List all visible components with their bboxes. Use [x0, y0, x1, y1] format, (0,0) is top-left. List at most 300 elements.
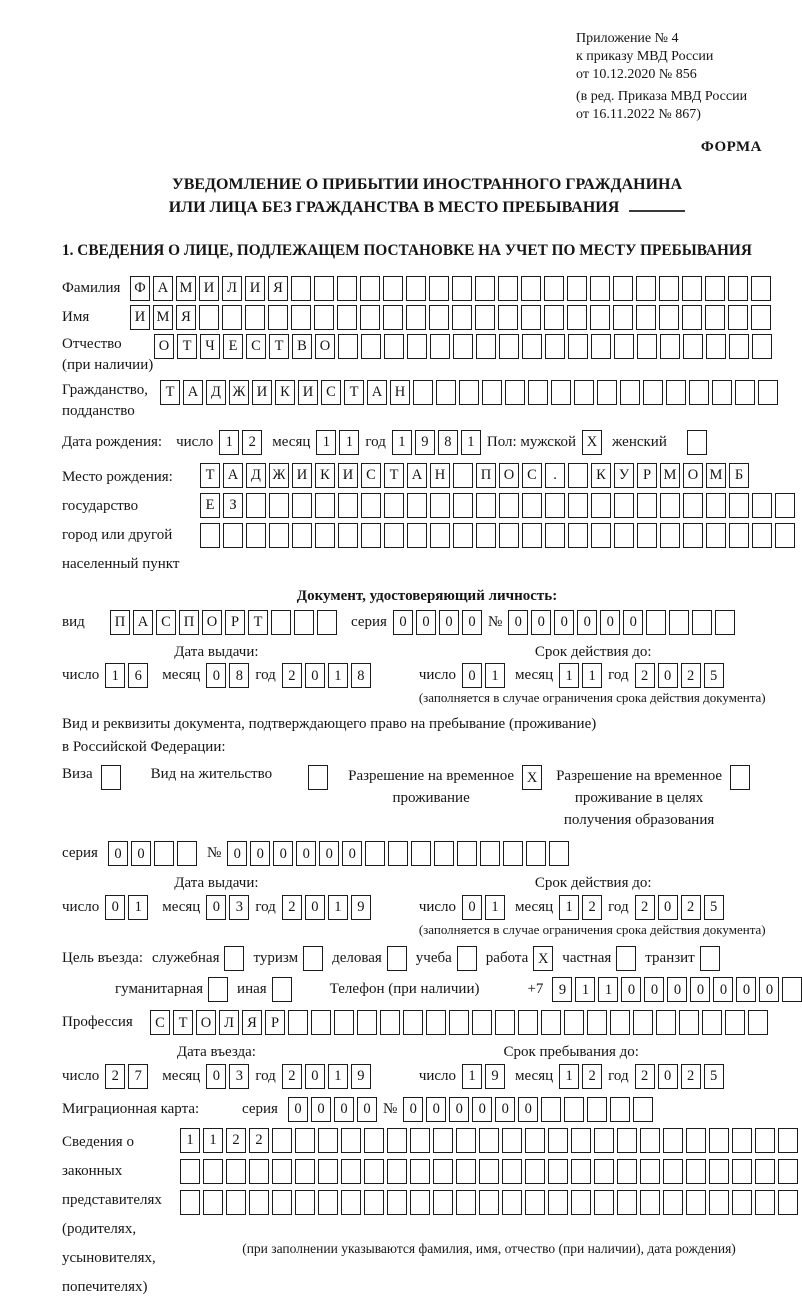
- char-cell[interactable]: [406, 305, 426, 330]
- char-cell[interactable]: [729, 334, 749, 359]
- char-cell[interactable]: [384, 523, 404, 548]
- char-cell[interactable]: 0: [644, 977, 664, 1002]
- char-cell[interactable]: 0: [416, 610, 436, 635]
- char-cell[interactable]: [715, 610, 735, 635]
- char-cell[interactable]: [314, 305, 334, 330]
- char-cell[interactable]: 2: [681, 1064, 701, 1089]
- char-cell[interactable]: 1: [180, 1128, 200, 1153]
- char-cell[interactable]: [656, 1010, 676, 1035]
- char-cell[interactable]: [594, 1190, 614, 1215]
- char-cell[interactable]: [317, 610, 337, 635]
- char-cell[interactable]: [729, 523, 749, 548]
- char-cell[interactable]: 0: [518, 1097, 538, 1122]
- char-cell[interactable]: А: [407, 463, 427, 488]
- char-cell[interactable]: [735, 380, 755, 405]
- char-cell[interactable]: [249, 1159, 269, 1184]
- char-cell[interactable]: [551, 380, 571, 405]
- char-cell[interactable]: [457, 841, 477, 866]
- char-cell[interactable]: [341, 1190, 361, 1215]
- char-cell[interactable]: 1: [105, 663, 125, 688]
- char-cell[interactable]: 0: [311, 1097, 331, 1122]
- char-cell[interactable]: [522, 523, 542, 548]
- char-cell[interactable]: [528, 380, 548, 405]
- char-cell[interactable]: [269, 493, 289, 518]
- char-cell[interactable]: И: [298, 380, 318, 405]
- char-cell[interactable]: [518, 1010, 538, 1035]
- char-cell[interactable]: 7: [128, 1064, 148, 1089]
- char-cell[interactable]: [617, 1190, 637, 1215]
- char-cell[interactable]: [383, 305, 403, 330]
- char-cell[interactable]: [499, 334, 519, 359]
- char-cell[interactable]: 0: [288, 1097, 308, 1122]
- char-cell[interactable]: [226, 1159, 246, 1184]
- char-cell[interactable]: [292, 493, 312, 518]
- char-cell[interactable]: [525, 1128, 545, 1153]
- char-cell[interactable]: [406, 276, 426, 301]
- char-cell[interactable]: [778, 1128, 798, 1153]
- char-cell[interactable]: [564, 1097, 584, 1122]
- char-cell[interactable]: [295, 1190, 315, 1215]
- char-cell[interactable]: [453, 334, 473, 359]
- char-cell[interactable]: 5: [704, 895, 724, 920]
- char-cell[interactable]: 2: [635, 1064, 655, 1089]
- char-cell[interactable]: Н: [390, 380, 410, 405]
- char-cell[interactable]: [407, 493, 427, 518]
- char-cell[interactable]: [294, 610, 314, 635]
- char-cell[interactable]: [755, 1159, 775, 1184]
- char-cell[interactable]: 1: [598, 977, 618, 1002]
- char-cell[interactable]: [453, 493, 473, 518]
- char-cell[interactable]: [360, 276, 380, 301]
- char-cell[interactable]: 2: [681, 895, 701, 920]
- char-cell[interactable]: 9: [351, 895, 371, 920]
- char-cell[interactable]: О: [196, 1010, 216, 1035]
- char-cell[interactable]: Л: [222, 276, 242, 301]
- char-cell[interactable]: 0: [531, 610, 551, 635]
- char-cell[interactable]: К: [275, 380, 295, 405]
- char-cell[interactable]: [479, 1128, 499, 1153]
- char-cell[interactable]: И: [245, 276, 265, 301]
- char-cell[interactable]: Ж: [229, 380, 249, 405]
- char-cell[interactable]: С: [522, 463, 542, 488]
- char-cell[interactable]: [568, 493, 588, 518]
- char-cell[interactable]: [223, 523, 243, 548]
- char-cell[interactable]: 0: [131, 841, 151, 866]
- char-cell[interactable]: 5: [704, 1064, 724, 1089]
- char-cell[interactable]: X: [582, 430, 602, 455]
- char-cell[interactable]: [222, 305, 242, 330]
- char-cell[interactable]: 1: [582, 663, 602, 688]
- char-cell[interactable]: [288, 1010, 308, 1035]
- char-cell[interactable]: [224, 946, 244, 971]
- char-cell[interactable]: [341, 1159, 361, 1184]
- char-cell[interactable]: [387, 1190, 407, 1215]
- char-cell[interactable]: [700, 946, 720, 971]
- char-cell[interactable]: [482, 380, 502, 405]
- char-cell[interactable]: [436, 380, 456, 405]
- char-cell[interactable]: 0: [357, 1097, 377, 1122]
- char-cell[interactable]: 0: [393, 610, 413, 635]
- char-cell[interactable]: [410, 1190, 430, 1215]
- char-cell[interactable]: 2: [282, 663, 302, 688]
- char-cell[interactable]: [208, 977, 228, 1002]
- char-cell[interactable]: 0: [658, 663, 678, 688]
- char-cell[interactable]: М: [706, 463, 726, 488]
- char-cell[interactable]: Д: [246, 463, 266, 488]
- char-cell[interactable]: [617, 1159, 637, 1184]
- char-cell[interactable]: [101, 765, 121, 790]
- char-cell[interactable]: 0: [600, 610, 620, 635]
- char-cell[interactable]: 8: [229, 663, 249, 688]
- char-cell[interactable]: [154, 841, 174, 866]
- char-cell[interactable]: [660, 334, 680, 359]
- char-cell[interactable]: [502, 1159, 522, 1184]
- char-cell[interactable]: М: [660, 463, 680, 488]
- char-cell[interactable]: [728, 305, 748, 330]
- char-cell[interactable]: [434, 841, 454, 866]
- char-cell[interactable]: [457, 946, 477, 971]
- char-cell[interactable]: Л: [219, 1010, 239, 1035]
- char-cell[interactable]: О: [202, 610, 222, 635]
- char-cell[interactable]: [272, 977, 292, 1002]
- char-cell[interactable]: [633, 1097, 653, 1122]
- char-cell[interactable]: [246, 523, 266, 548]
- char-cell[interactable]: [637, 523, 657, 548]
- char-cell[interactable]: С: [150, 1010, 170, 1035]
- char-cell[interactable]: П: [476, 463, 496, 488]
- char-cell[interactable]: [646, 610, 666, 635]
- char-cell[interactable]: [544, 276, 564, 301]
- char-cell[interactable]: [705, 276, 725, 301]
- char-cell[interactable]: [751, 305, 771, 330]
- char-cell[interactable]: [499, 493, 519, 518]
- char-cell[interactable]: Т: [269, 334, 289, 359]
- char-cell[interactable]: [568, 334, 588, 359]
- char-cell[interactable]: 9: [351, 1064, 371, 1089]
- char-cell[interactable]: [430, 523, 450, 548]
- char-cell[interactable]: П: [179, 610, 199, 635]
- char-cell[interactable]: К: [315, 463, 335, 488]
- char-cell[interactable]: 1: [559, 1064, 579, 1089]
- char-cell[interactable]: 0: [403, 1097, 423, 1122]
- char-cell[interactable]: 1: [316, 430, 336, 455]
- char-cell[interactable]: [246, 493, 266, 518]
- char-cell[interactable]: [633, 1010, 653, 1035]
- char-cell[interactable]: 0: [342, 841, 362, 866]
- char-cell[interactable]: [295, 1159, 315, 1184]
- char-cell[interactable]: [692, 610, 712, 635]
- char-cell[interactable]: [568, 463, 588, 488]
- char-cell[interactable]: [338, 493, 358, 518]
- char-cell[interactable]: [778, 1190, 798, 1215]
- char-cell[interactable]: [574, 380, 594, 405]
- char-cell[interactable]: Д: [206, 380, 226, 405]
- char-cell[interactable]: 9: [552, 977, 572, 1002]
- char-cell[interactable]: [591, 493, 611, 518]
- char-cell[interactable]: 0: [305, 895, 325, 920]
- char-cell[interactable]: [475, 276, 495, 301]
- char-cell[interactable]: [429, 276, 449, 301]
- char-cell[interactable]: 0: [462, 663, 482, 688]
- char-cell[interactable]: [407, 523, 427, 548]
- char-cell[interactable]: 0: [319, 841, 339, 866]
- char-cell[interactable]: С: [361, 463, 381, 488]
- char-cell[interactable]: [271, 610, 291, 635]
- char-cell[interactable]: 9: [485, 1064, 505, 1089]
- char-cell[interactable]: [498, 276, 518, 301]
- char-cell[interactable]: [594, 1128, 614, 1153]
- char-cell[interactable]: [709, 1159, 729, 1184]
- char-cell[interactable]: [702, 1010, 722, 1035]
- char-cell[interactable]: [683, 493, 703, 518]
- char-cell[interactable]: X: [522, 765, 542, 790]
- char-cell[interactable]: Т: [344, 380, 364, 405]
- char-cell[interactable]: [613, 276, 633, 301]
- char-cell[interactable]: [452, 276, 472, 301]
- char-cell[interactable]: [571, 1190, 591, 1215]
- char-cell[interactable]: 0: [667, 977, 687, 1002]
- char-cell[interactable]: 1: [461, 430, 481, 455]
- char-cell[interactable]: [541, 1097, 561, 1122]
- char-cell[interactable]: 0: [108, 841, 128, 866]
- char-cell[interactable]: [590, 276, 610, 301]
- char-cell[interactable]: [180, 1159, 200, 1184]
- char-cell[interactable]: [203, 1190, 223, 1215]
- char-cell[interactable]: А: [223, 463, 243, 488]
- char-cell[interactable]: [666, 380, 686, 405]
- char-cell[interactable]: [659, 276, 679, 301]
- char-cell[interactable]: [503, 841, 523, 866]
- char-cell[interactable]: [640, 1128, 660, 1153]
- char-cell[interactable]: 1: [203, 1128, 223, 1153]
- char-cell[interactable]: [568, 523, 588, 548]
- char-cell[interactable]: Т: [173, 1010, 193, 1035]
- char-cell[interactable]: [640, 1159, 660, 1184]
- char-cell[interactable]: [365, 841, 385, 866]
- char-cell[interactable]: [683, 334, 703, 359]
- char-cell[interactable]: М: [153, 305, 173, 330]
- char-cell[interactable]: 0: [623, 610, 643, 635]
- char-cell[interactable]: М: [176, 276, 196, 301]
- char-cell[interactable]: 8: [351, 663, 371, 688]
- char-cell[interactable]: [269, 523, 289, 548]
- char-cell[interactable]: 2: [282, 895, 302, 920]
- char-cell[interactable]: X: [533, 946, 553, 971]
- char-cell[interactable]: Т: [248, 610, 268, 635]
- char-cell[interactable]: [587, 1010, 607, 1035]
- char-cell[interactable]: 1: [575, 977, 595, 1002]
- char-cell[interactable]: Я: [268, 276, 288, 301]
- char-cell[interactable]: 2: [105, 1064, 125, 1089]
- char-cell[interactable]: [548, 1128, 568, 1153]
- char-cell[interactable]: О: [315, 334, 335, 359]
- char-cell[interactable]: 1: [128, 895, 148, 920]
- char-cell[interactable]: [725, 1010, 745, 1035]
- char-cell[interactable]: Т: [160, 380, 180, 405]
- char-cell[interactable]: [616, 946, 636, 971]
- char-cell[interactable]: 0: [658, 895, 678, 920]
- char-cell[interactable]: [364, 1128, 384, 1153]
- char-cell[interactable]: [291, 276, 311, 301]
- char-cell[interactable]: 0: [439, 610, 459, 635]
- char-cell[interactable]: И: [130, 305, 150, 330]
- char-cell[interactable]: Р: [265, 1010, 285, 1035]
- char-cell[interactable]: [620, 380, 640, 405]
- char-cell[interactable]: [522, 493, 542, 518]
- char-cell[interactable]: А: [183, 380, 203, 405]
- char-cell[interactable]: [292, 523, 312, 548]
- char-cell[interactable]: [303, 946, 323, 971]
- char-cell[interactable]: [177, 841, 197, 866]
- char-cell[interactable]: [755, 1128, 775, 1153]
- char-cell[interactable]: [433, 1159, 453, 1184]
- char-cell[interactable]: [410, 1159, 430, 1184]
- char-cell[interactable]: [643, 380, 663, 405]
- char-cell[interactable]: [706, 334, 726, 359]
- char-cell[interactable]: [521, 276, 541, 301]
- char-cell[interactable]: [338, 523, 358, 548]
- char-cell[interactable]: [268, 305, 288, 330]
- char-cell[interactable]: 0: [250, 841, 270, 866]
- char-cell[interactable]: [308, 765, 328, 790]
- char-cell[interactable]: Т: [384, 463, 404, 488]
- char-cell[interactable]: [318, 1159, 338, 1184]
- char-cell[interactable]: 1: [559, 663, 579, 688]
- char-cell[interactable]: [748, 1010, 768, 1035]
- char-cell[interactable]: Б: [729, 463, 749, 488]
- char-cell[interactable]: [663, 1128, 683, 1153]
- char-cell[interactable]: [521, 305, 541, 330]
- char-cell[interactable]: [479, 1159, 499, 1184]
- char-cell[interactable]: [364, 1159, 384, 1184]
- char-cell[interactable]: [449, 1010, 469, 1035]
- char-cell[interactable]: [544, 305, 564, 330]
- char-cell[interactable]: 3: [229, 895, 249, 920]
- char-cell[interactable]: [411, 841, 431, 866]
- char-cell[interactable]: [499, 523, 519, 548]
- char-cell[interactable]: [387, 946, 407, 971]
- char-cell[interactable]: 1: [219, 430, 239, 455]
- char-cell[interactable]: Е: [200, 493, 220, 518]
- char-cell[interactable]: [526, 841, 546, 866]
- char-cell[interactable]: 1: [559, 895, 579, 920]
- char-cell[interactable]: [410, 1128, 430, 1153]
- char-cell[interactable]: 1: [485, 663, 505, 688]
- char-cell[interactable]: [311, 1010, 331, 1035]
- char-cell[interactable]: [709, 1190, 729, 1215]
- char-cell[interactable]: [778, 1159, 798, 1184]
- char-cell[interactable]: 1: [328, 1064, 348, 1089]
- char-cell[interactable]: [472, 1010, 492, 1035]
- char-cell[interactable]: [433, 1190, 453, 1215]
- char-cell[interactable]: [591, 523, 611, 548]
- char-cell[interactable]: [245, 305, 265, 330]
- char-cell[interactable]: [272, 1190, 292, 1215]
- char-cell[interactable]: [659, 305, 679, 330]
- char-cell[interactable]: [732, 1128, 752, 1153]
- char-cell[interactable]: [545, 493, 565, 518]
- char-cell[interactable]: [180, 1190, 200, 1215]
- char-cell[interactable]: [752, 334, 772, 359]
- char-cell[interactable]: [614, 493, 634, 518]
- char-cell[interactable]: Я: [176, 305, 196, 330]
- char-cell[interactable]: [660, 493, 680, 518]
- char-cell[interactable]: [610, 1097, 630, 1122]
- char-cell[interactable]: Р: [225, 610, 245, 635]
- char-cell[interactable]: [357, 1010, 377, 1035]
- char-cell[interactable]: [383, 276, 403, 301]
- char-cell[interactable]: [456, 1128, 476, 1153]
- char-cell[interactable]: 1: [328, 895, 348, 920]
- char-cell[interactable]: [380, 1010, 400, 1035]
- char-cell[interactable]: 2: [226, 1128, 246, 1153]
- char-cell[interactable]: [709, 1128, 729, 1153]
- char-cell[interactable]: [637, 334, 657, 359]
- char-cell[interactable]: 0: [621, 977, 641, 1002]
- char-cell[interactable]: [456, 1159, 476, 1184]
- char-cell[interactable]: [384, 334, 404, 359]
- char-cell[interactable]: 0: [759, 977, 779, 1002]
- char-cell[interactable]: У: [614, 463, 634, 488]
- char-cell[interactable]: [476, 334, 496, 359]
- char-cell[interactable]: Р: [637, 463, 657, 488]
- char-cell[interactable]: 0: [334, 1097, 354, 1122]
- char-cell[interactable]: [413, 380, 433, 405]
- char-cell[interactable]: [669, 610, 689, 635]
- char-cell[interactable]: 1: [339, 430, 359, 455]
- char-cell[interactable]: [525, 1190, 545, 1215]
- char-cell[interactable]: О: [683, 463, 703, 488]
- char-cell[interactable]: [755, 1190, 775, 1215]
- char-cell[interactable]: .: [545, 463, 565, 488]
- char-cell[interactable]: [338, 334, 358, 359]
- char-cell[interactable]: [614, 334, 634, 359]
- char-cell[interactable]: [459, 380, 479, 405]
- char-cell[interactable]: [249, 1190, 269, 1215]
- char-cell[interactable]: [610, 1010, 630, 1035]
- char-cell[interactable]: [453, 463, 473, 488]
- char-cell[interactable]: [663, 1159, 683, 1184]
- char-cell[interactable]: [384, 493, 404, 518]
- char-cell[interactable]: [682, 276, 702, 301]
- char-cell[interactable]: [361, 493, 381, 518]
- char-cell[interactable]: О: [154, 334, 174, 359]
- char-cell[interactable]: В: [292, 334, 312, 359]
- char-cell[interactable]: 6: [128, 663, 148, 688]
- char-cell[interactable]: 0: [296, 841, 316, 866]
- char-cell[interactable]: [295, 1128, 315, 1153]
- char-cell[interactable]: [689, 380, 709, 405]
- char-cell[interactable]: [505, 380, 525, 405]
- char-cell[interactable]: [318, 1190, 338, 1215]
- char-cell[interactable]: [407, 334, 427, 359]
- char-cell[interactable]: [430, 493, 450, 518]
- char-cell[interactable]: [495, 1010, 515, 1035]
- char-cell[interactable]: [430, 334, 450, 359]
- char-cell[interactable]: [387, 1128, 407, 1153]
- char-cell[interactable]: [775, 493, 795, 518]
- char-cell[interactable]: [452, 305, 472, 330]
- char-cell[interactable]: 0: [105, 895, 125, 920]
- char-cell[interactable]: [502, 1190, 522, 1215]
- char-cell[interactable]: [476, 523, 496, 548]
- char-cell[interactable]: [590, 305, 610, 330]
- char-cell[interactable]: [341, 1128, 361, 1153]
- char-cell[interactable]: Н: [430, 463, 450, 488]
- char-cell[interactable]: [548, 1190, 568, 1215]
- char-cell[interactable]: 1: [392, 430, 412, 455]
- char-cell[interactable]: 1: [328, 663, 348, 688]
